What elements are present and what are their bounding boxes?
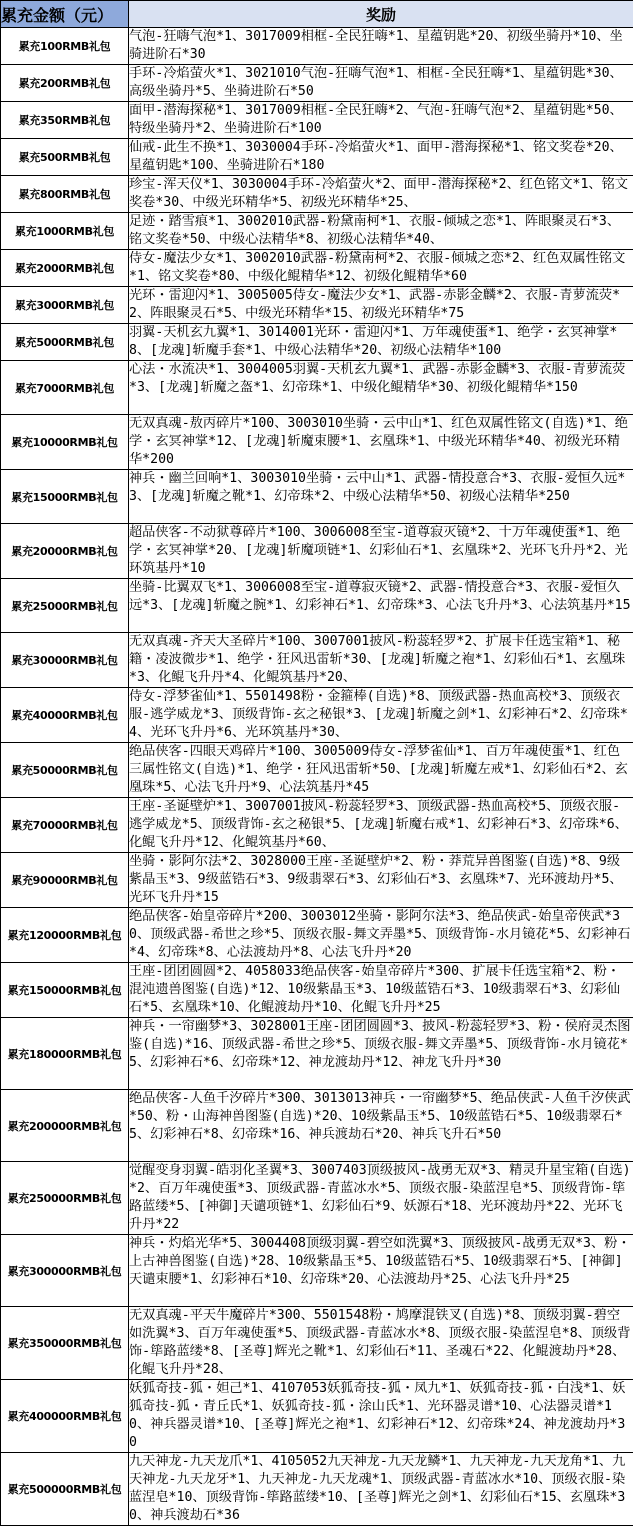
reward-cell: 足迹・踏雪痕*1、3002010武器-粉黛南柯*1、衣服-倾城之恋*1、阵眼聚灵石*3、铭文奖卷*50、中级心法精华*8、初级心法精华*40、 [129, 213, 633, 250]
reward-cell: 手环-冷焰萤火*1、3021010气泡-狂嗨气泡*1、相框-全民狂嗨*1、星蕴钥匙*30、高级坐骑丹*5、坐骑进阶石*50 [129, 65, 633, 102]
package-amount-cell: 累充500RMB礼包 [1, 139, 129, 176]
table-row [1, 287, 633, 324]
reward-cell: 神兵・幽兰回响*1、3003010坐骑・云中山*1、武器-情投意合*3、衣服-爱恒久远*3、[龙魂]斩魔之靴*1、幻帝珠*2、中级心法精华*50、初级心法精华*250 [129, 470, 633, 524]
column-header-amount: 累充金额（元） [1, 1, 129, 28]
package-amount-cell: 累充500000RMB礼包 [1, 1453, 129, 1526]
package-amount-cell: 累充70000RMB礼包 [1, 798, 129, 853]
table-row [1, 1090, 633, 1162]
package-amount-cell: 累充3000RMB礼包 [1, 287, 129, 324]
package-amount-cell: 累充5000RMB礼包 [1, 324, 129, 361]
reward-cell: 坐骑-比翼双飞*1、3006008至宝-道尊寂灭镜*2、武器-情投意合*3、衣服-爱恒久远*3、[龙魂]斩魔之腕*1、幻彩神石*1、幻帝珠*3、心法飞升丹*3、心法筑基丹*15 [129, 579, 633, 633]
package-amount-cell: 累充40000RMB礼包 [1, 688, 129, 743]
table-row [1, 176, 633, 213]
table-row [1, 743, 633, 798]
reward-cell: 妖狐奇技-狐・妲己*1、4107053妖狐奇技-狐・凤九*1、妖狐奇技-狐・白浅*1、妖狐奇技-狐・青丘氏*1、妖狐奇技-狐・涂山氏*1、光环器灵谱*10、心法器灵谱*10、神兵器灵谱*10、[圣尊]辉光之袍*1、幻彩神石*12、幻帝珠*24、神龙渡劫丹*30 [129, 1380, 633, 1453]
table-row [1, 213, 633, 250]
table-row [1, 579, 633, 633]
header-row [1, 1, 633, 28]
reward-cell: 王座-圣诞壁炉*1、3007001披风-粉蕊轻罗*3、顶级武器-热血高校*5、顶级衣服-逃学威龙*5、顶级背饰-玄之秘银*5、[龙魂]斩魔右戒*1、幻彩神石*3、幻帝珠*6、化鲲飞升丹*12、化鲲筑基丹*60、 [129, 798, 633, 853]
reward-cell: 觉醒变身羽翼-皓羽化圣翼*3、3007403顶级披风-战勇无双*3、精灵升星宝箱(自选)*2、百万年魂使蛋*3、顶级武器-青蓝冰水*5、顶级衣服-染蓝涅皂*5、顶级背饰-筚路蓝缕*5、[神御]天谴项链*1、幻彩仙石*9、妖源石*18、光环渡劫丹*22、光环飞升丹*22 [129, 1162, 633, 1235]
reward-cell: 羽翼-天机玄九翼*1、3014001光环・雷迎闪*1、万年魂使蛋*1、绝学・玄冥神掌*8、[龙魂]斩魔手套*1、中级心法精华*20、初级心法精华*100 [129, 324, 633, 361]
reward-cell: 王座-团团圆圆*2、4058033绝品侠客-始皇帝碎片*300、扩展卡任选宝箱*2、粉・混沌遗兽图鉴(自选)*12、10级紫晶玉*3、10级蓝锆石*3、10级翡翠石*3、幻彩仙石*5、玄凰珠*10、化鲲渡劫丹*10、化鲲飞升丹*25 [129, 963, 633, 1018]
package-amount-cell: 累充50000RMB礼包 [1, 743, 129, 798]
reward-cell: 神兵・一帘幽梦*3、3028001王座-团团圆圆*3、披风-粉蕊轻罗*3、粉・侯府灵杰图鉴(自选)*16、顶级武器-希世之珍*5、顶级衣服-舞文弄墨*5、顶级背饰-水月镜花*5、幻彩神石*6、幻帝珠*12、神龙渡劫丹*12、神龙飞升丹*30 [129, 1018, 633, 1090]
package-amount-cell: 累充20000RMB礼包 [1, 524, 129, 579]
reward-cell: 绝品侠客-人鱼千汐碎片*300、3013013神兵・一帘幽梦*5、绝品侠武-人鱼千汐侠武*50、粉・山海神兽图鉴(自选)*20、10级紫晶玉*5、10级蓝锆石*5、10级翡翠石*5、幻彩神石*8、幻帝珠*16、神兵渡劫石*20、神兵飞升石*50 [129, 1090, 633, 1162]
table-body [1, 28, 633, 1526]
reward-cell: 侍女-魔法少女*1、3002010武器-粉黛南柯*2、衣服-倾城之恋*2、红色双属性铭文*1、铭文奖卷*80、中级化鲲精华*12、初级化鲲精华*60 [129, 250, 633, 287]
package-amount-cell: 累充800RMB礼包 [1, 176, 129, 213]
table-row [1, 688, 633, 743]
table-row [1, 1307, 633, 1380]
table-row [1, 853, 633, 908]
reward-cell: 神兵・灼焰光华*5、3004408顶级羽翼-碧空如洗翼*3、顶级披风-战勇无双*3、粉・上古神兽图鉴(自选)*28、10级紫晶玉*5、10级蓝锆石*5、10级翡翠石*5、[神御]天谴束腰*1、幻彩神石*10、幻帝珠*20、心法渡劫丹*25、心法飞升丹*25 [129, 1235, 633, 1307]
table-row [1, 65, 633, 102]
package-amount-cell: 累充200RMB礼包 [1, 65, 129, 102]
table-row [1, 1162, 633, 1235]
table-row [1, 361, 633, 415]
package-amount-cell: 累充7000RMB礼包 [1, 361, 129, 415]
table-row [1, 28, 633, 65]
table-row [1, 908, 633, 963]
table-row [1, 1380, 633, 1453]
table-row [1, 1235, 633, 1307]
package-amount-cell: 累充150000RMB礼包 [1, 963, 129, 1018]
reward-cell: 绝品侠客-始皇帝碎片*200、3003012坐骑・影阿尔法*3、绝品侠武-始皇帝侠武*30、顶级武器-希世之珍*5、顶级衣服-舞文弄墨*5、顶级背饰-水月镜花*5、幻彩神石*4、幻帝珠*8、心法渡劫丹*8、心法飞升丹*20 [129, 908, 633, 963]
package-amount-cell: 累充30000RMB礼包 [1, 633, 129, 688]
package-amount-cell: 累充180000RMB礼包 [1, 1018, 129, 1090]
package-amount-cell: 累充2000RMB礼包 [1, 250, 129, 287]
reward-cell: 心法・水流决*1、3004005羽翼-天机玄九翼*1、武器-赤影金麟*3、衣服-青萝流荧*3、[龙魂]斩魔之盔*1、幻帝珠*1、中级化鲲精华*30、初级化鲲精华*150 [129, 361, 633, 415]
package-amount-cell: 累充10000RMB礼包 [1, 415, 129, 470]
reward-cell: 光环・雷迎闪*1、3005005侍女-魔法少女*1、武器-赤影金麟*2、衣服-青萝流荧*2、阵眼聚灵石*5、中级光环精华*15、初级光环精华*75 [129, 287, 633, 324]
table-row [1, 524, 633, 579]
package-amount-cell: 累充350RMB礼包 [1, 102, 129, 139]
table-row [1, 798, 633, 853]
reward-cell: 坐骑・影阿尔法*2、3028000王座-圣诞壁炉*2、粉・莽荒异兽图鉴(自选)*8、9级紫晶玉*3、9级蓝锆石*3、9级翡翠石*3、幻彩仙石*3、玄凰珠*7、光环渡劫丹*5、光环飞升丹*15 [129, 853, 633, 908]
table-row [1, 963, 633, 1018]
reward-cell: 九天神龙-九天龙爪*1、4105052九天神龙-九天龙鳞*1、九天神龙-九天龙角*1、九天神龙-九天龙牙*1、九天神龙-九天龙魂*1、顶级武器-青蓝冰水*10、顶级衣服-染蓝涅皂*10、顶级背饰-筚路蓝缕*10、[圣尊]辉光之剑*1、幻彩仙石*15、玄凰珠*30、神兵渡劫石*36 [129, 1453, 633, 1526]
table-row [1, 470, 633, 524]
reward-cell: 无双真魂-敖丙碎片*100、3003010坐骑・云中山*1、红色双属性铭文(自选)*1、绝学・玄冥神掌*12、[龙魂]斩魔束腰*1、玄凰珠*1、中级光环精华*40、初级光环精华*200 [129, 415, 633, 470]
package-amount-cell: 累充120000RMB礼包 [1, 908, 129, 963]
reward-cell: 面甲-潜海探秘*1、3017009相框-全民狂嗨*2、气泡-狂嗨气泡*2、星蕴钥匙*50、特级坐骑丹*2、坐骑进阶石*100 [129, 102, 633, 139]
table-row [1, 1018, 633, 1090]
table-row [1, 415, 633, 470]
package-amount-cell: 累充15000RMB礼包 [1, 470, 129, 524]
reward-cell: 无双真魂-平天牛魔碎片*300、5501548粉・鸠摩混铁叉(自选)*8、顶级羽翼-碧空如洗翼*3、百万年魂使蛋*5、顶级武器-青蓝冰水*8、顶级衣服-染蓝涅皂*8、顶级背饰-筚路蓝缕*8、[圣尊]辉光之靴*1、幻彩仙石*11、圣魂石*22、化鲲渡劫丹*28、化鲲飞升丹*28、 [129, 1307, 633, 1380]
package-amount-cell: 累充250000RMB礼包 [1, 1162, 129, 1235]
table-row [1, 633, 633, 688]
reward-cell: 超品侠客-不动狱尊碎片*100、3006008至宝-道尊寂灭镜*2、十万年魂使蛋*1、绝学・玄冥神掌*20、[龙魂]斩魔项链*1、幻彩仙石*1、玄凰珠*2、光环飞升丹*2、光环筑基丹*10 [129, 524, 633, 579]
reward-cell: 无双真魂-齐天大圣碎片*100、3007001披风-粉蕊轻罗*2、扩展卡任选宝箱*1、秘籍・凌波微步*1、绝学・狂风迅雷斩*30、[龙魂]斩魔之袍*1、幻彩仙石*1、玄凰珠*3、化鲲飞升丹*4、化鲲筑基丹*20、 [129, 633, 633, 688]
table-row [1, 250, 633, 287]
package-amount-cell: 累充25000RMB礼包 [1, 579, 129, 633]
package-amount-cell: 累充1000RMB礼包 [1, 213, 129, 250]
package-amount-cell: 累充300000RMB礼包 [1, 1235, 129, 1307]
table-row [1, 102, 633, 139]
reward-cell: 气泡-狂嗨气泡*1、3017009相框-全民狂嗨*1、星蕴钥匙*20、初级坐骑丹*10、坐骑进阶石*30 [129, 28, 633, 65]
reward-cell: 侍女-浮梦雀仙*1、5501498粉・金箍棒(自选)*8、顶级武器-热血高校*3、顶级衣服-逃学威龙*3、顶级背饰-玄之秘银*3、[龙魂]斩魔之剑*1、幻彩神石*2、幻帝珠*4、光环飞升丹*6、光环筑基丹*30、 [129, 688, 633, 743]
package-amount-cell: 累充100RMB礼包 [1, 28, 129, 65]
package-amount-cell: 累充200000RMB礼包 [1, 1090, 129, 1162]
table-row [1, 139, 633, 176]
reward-cell: 绝品侠客-四眼天鸡碎片*100、3005009侍女-浮梦雀仙*1、百万年魂使蛋*1、红色三属性铭文(自选)*1、绝学・狂风迅雷斩*50、[龙魂]斩魔左戒*1、幻彩仙石*2、玄凰珠*5、心法飞升丹*9、心法筑基丹*45 [129, 743, 633, 798]
package-amount-cell: 累充350000RMB礼包 [1, 1307, 129, 1380]
package-amount-cell: 累充400000RMB礼包 [1, 1380, 129, 1453]
package-amount-cell: 累充90000RMB礼包 [1, 853, 129, 908]
reward-cell: 珍宝-浑天仪*1、3030004手环-冷焰萤火*2、面甲-潜海探秘*2、红色铭文*1、铭文奖卷*30、中级光环精华*5、初级光环精华*25、 [129, 176, 633, 213]
reward-cell: 仙戒-此生不换*1、3030004手环-冷焰萤火*1、面甲-潜海探秘*1、铭文奖卷*20、星蕴钥匙*100、坐骑进阶石*180 [129, 139, 633, 176]
table-row [1, 324, 633, 361]
column-header-reward: 奖励 [129, 1, 633, 28]
table-row [1, 1453, 633, 1526]
